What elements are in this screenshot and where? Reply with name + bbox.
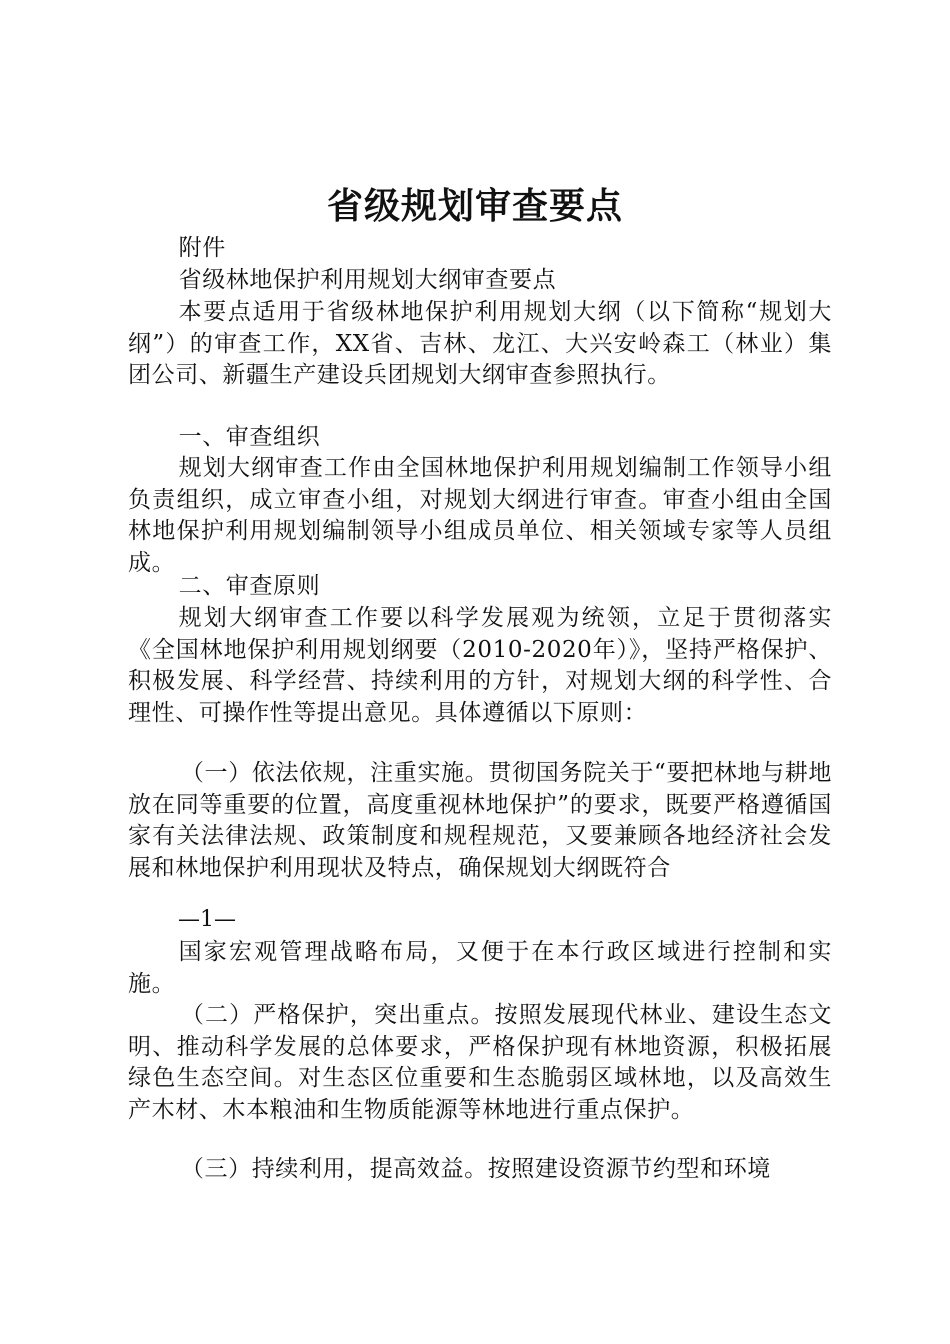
principle1-continuation: 国家宏观管理战略布局，又便于在本行政区域进行控制和实施。: [128, 939, 832, 997]
principle2-paragraph: （二）严格保护，突出重点。按照发展现代林业、建设生态文明、推动科学发展的总体要求，严格保护现有林地资源，积极拓展绿色生态空间。对生态区位重要和生态脆弱区域林地，以及高效生产木材、木本粮油和生物质能源等林地进行重点保护。: [128, 1002, 832, 1123]
section2-heading: 二、审查原则: [178, 573, 321, 599]
section1-heading: 一、审查组织: [178, 424, 321, 450]
document-subtitle: 省级林地保护利用规划大纲审查要点: [178, 267, 557, 293]
section2-body: 规划大纲审查工作要以科学发展观为统领，立足于贯彻落实《全国林地保护利用规划纲要（2010-2020年）》，坚持严格保护、积极发展、科学经营、持续利用的方针，对规划大纲的科学性、合理性、可操作性等提出意见。具体遵循以下原则：: [128, 605, 832, 726]
attachment-label: 附件: [178, 235, 226, 261]
document-title: 省级规划审查要点: [326, 186, 623, 227]
page-number: —1—: [178, 907, 236, 932]
principle3-paragraph: （三）持续利用，提高效益。按照建设资源节约型和环境: [180, 1156, 771, 1182]
section1-body: 规划大纲审查工作由全国林地保护利用规划编制工作领导小组负责组织，成立审查小组，对规划大纲进行审查。审查小组由全国林地保护利用规划编制领导小组成员单位、相关领域专家等人员组成。: [128, 455, 832, 576]
intro-paragraph: 本要点适用于省级林地保护利用规划大纲（以下简称“规划大纲”）的审查工作，XX省、吉林、龙江、大兴安岭森工（林业）集团公司、新疆生产建设兵团规划大纲审查参照执行。: [128, 299, 832, 388]
principle1-paragraph: （一）依法依规，注重实施。贯彻国务院关于“要把林地与耕地放在同等重要的位置，高度重视林地保护”的要求，既要严格遵循国家有关法律法规、政策制度和规程规范，又要兼顾各地经济社会发展和林地保护利用现状及特点，确保规划大纲既符合: [128, 760, 832, 881]
